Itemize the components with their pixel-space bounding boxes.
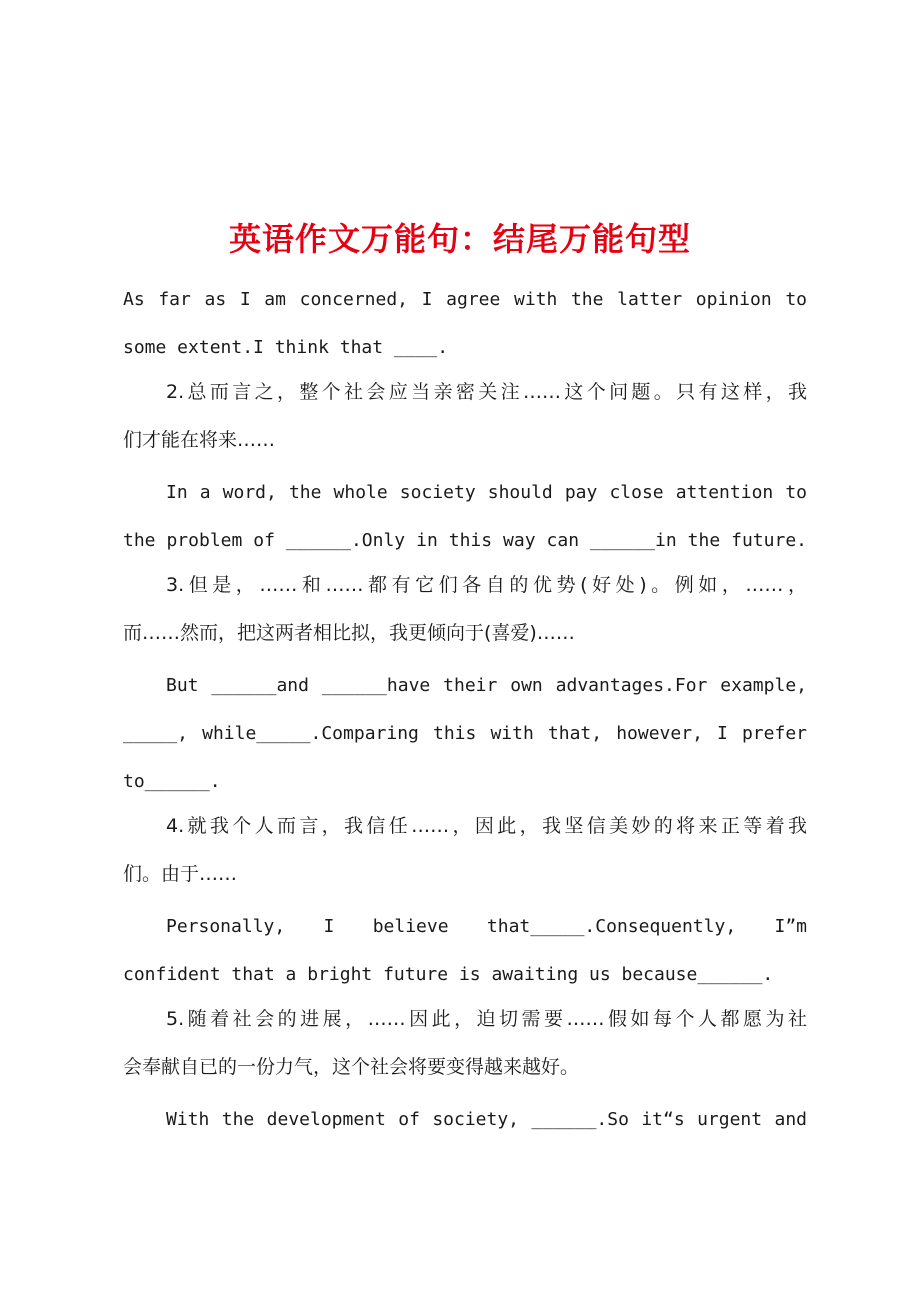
text-line: 2.总而言之，整个社会应当亲密关注……这个问题。只有这样，我 [166,381,807,403]
text-line: Personally, I believe that_____.Consequently, I”m [166,916,807,937]
text-line: 3.但是，……和……都有它们各自的优势(好处)。例如，……， [166,574,807,596]
text-line: confident that a bright future is awaiting us because______. [123,964,774,985]
text-line: 5.随着社会的进展，……因此，迫切需要……假如每个人都愿为社 [166,1008,807,1030]
text-line: 们才能在将来…… [123,429,276,451]
text-line: the problem of ______.Only in this way can ______in the future. [123,530,807,551]
text-line: 们。由于…… [123,863,238,885]
text-line: As far as I am concerned, I agree with the latter opinion to [123,289,807,310]
text-line: _____, while_____.Comparing this with that, however, I prefer [123,723,807,744]
text-line: some extent.I think that ____. [123,337,449,358]
text-line: With the development of society, ______.So it“s urgent and [166,1109,807,1130]
text-line: But ______and ______have their own advantages.For example, [166,675,807,696]
text-line: 4.就我个人而言，我信任……，因此，我坚信美妙的将来正等着我 [166,815,807,837]
text-line: to______. [123,771,221,792]
text-line: 会奉献自已的一份力气，这个社会将要变得越来越好。 [123,1056,580,1078]
text-line: 而……然而，把这两者相比拟，我更倾向于(喜爱)…… [123,622,575,644]
text-line: In a word, the whole society should pay close attention to [166,482,807,503]
page-title: 英语作文万能句：结尾万能句型 [228,220,691,259]
